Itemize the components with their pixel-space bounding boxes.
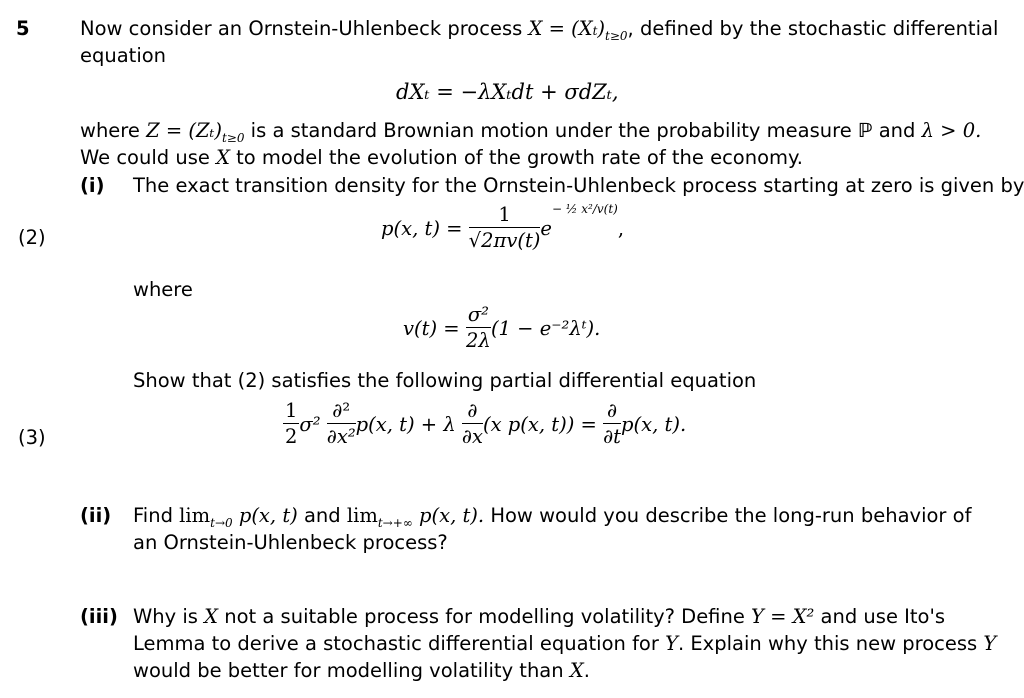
intro-text-a: Now consider an Ornstein-Uhlenbeck process [80,17,523,40]
where-label: where [133,278,193,301]
where-line-2: We could use X to model the evolution of the growth rate of the economy. [80,146,803,169]
part-iii-line-1: Why is X not a suitable process for modelling volatility? Define Y = X² and use Ito's [133,605,945,628]
y-definition: Y = X² [751,605,815,628]
part-ii-line-2: an Ornstein-Uhlenbeck process? [133,531,448,554]
show-text: Show that (2) satisfies the following partial differential equation [133,369,757,392]
intro-line-1 [80,15,998,50]
variance-equation: v(t) = $\frac{\text{σ²}}{2\lambda}$ (1 − e⁻²λᵗ). [403,303,601,352]
sde-equation: dXₜ = −λXₜdt + σdZₜ, [396,80,619,104]
pde-time-derivative: $\frac{\partial}{\partial t}$ [603,399,622,448]
density-equation: p(x, t) = $\frac{1}{√2\pi v(t)}$ $e^{- \frac{1}{2} x^2/v(t)}$, [381,201,625,252]
eq-number-3: (3) [18,426,46,449]
part-iii-line-3: would be better for modelling volatility than X. [133,659,590,682]
question-number: 5 [16,17,30,40]
part-iii-label: (iii) [80,605,118,628]
eq-number-2: (2) [18,226,46,249]
intro-text-b: , defined by the stochastic differential [627,17,999,40]
brownian-definition: $Z = (Z_t)_{t\ge 0}$ [146,119,245,145]
part-ii-label: (ii) [80,504,112,527]
part-i-label: (i) [80,174,105,197]
lambda-condition: λ > 0. [921,119,982,142]
intro-line-2: equation [80,44,167,67]
part-i-text: The exact transition density for the Ornstein-Uhlenbeck process starting at zero is given by [133,174,1024,197]
limit-infinity: $\lim_{t\to+\infty} p(x$, t). [346,504,485,530]
pde-half: $\frac{1}{2}$ [285,399,298,448]
pde-equation: $\frac{1}{2}$ σ² $\frac{\text{∂²}}{\text{∂x²}}$ p(x, t) + λ $\frac{\partial}{\partial x}$ (x p(x, t)) = $\frac{\partial}{\partial t}$ p(x, t). [285,399,687,448]
part-ii-line-1: Find $\lim_{t\to 0} p(x$, t) and $\lim_{t\to+\infty} p(x$, t). How would you describe the long-run behavior of [133,504,972,530]
process-definition: $X = (Xt)_{t\ge 0}$ [528,17,628,43]
pde-first-derivative: $\frac{\partial}{\partial x}$ [461,399,483,448]
where-line-1: where $Z = (Z_t)_{t\ge 0}$ is a standard Brownian motion under the probability measure ℙ and λ > 0. [80,119,982,145]
part-iii-line-2: Lemma to derive a stochastic differential equation for Y. Explain why this new process Y [133,632,997,655]
probability-measure: ℙ [857,119,873,142]
limit-zero: $\lim_{t\to 0} p(x$, t) [179,504,298,530]
density-fraction: $\frac{1}{√2\pi v(t)}$ [468,203,541,252]
pde-second-derivative: $\frac{\text{∂²}}{\text{∂x²}}$ [326,399,356,448]
variance-fraction: $\frac{\text{σ²}}{2\lambda}$ [466,303,491,352]
